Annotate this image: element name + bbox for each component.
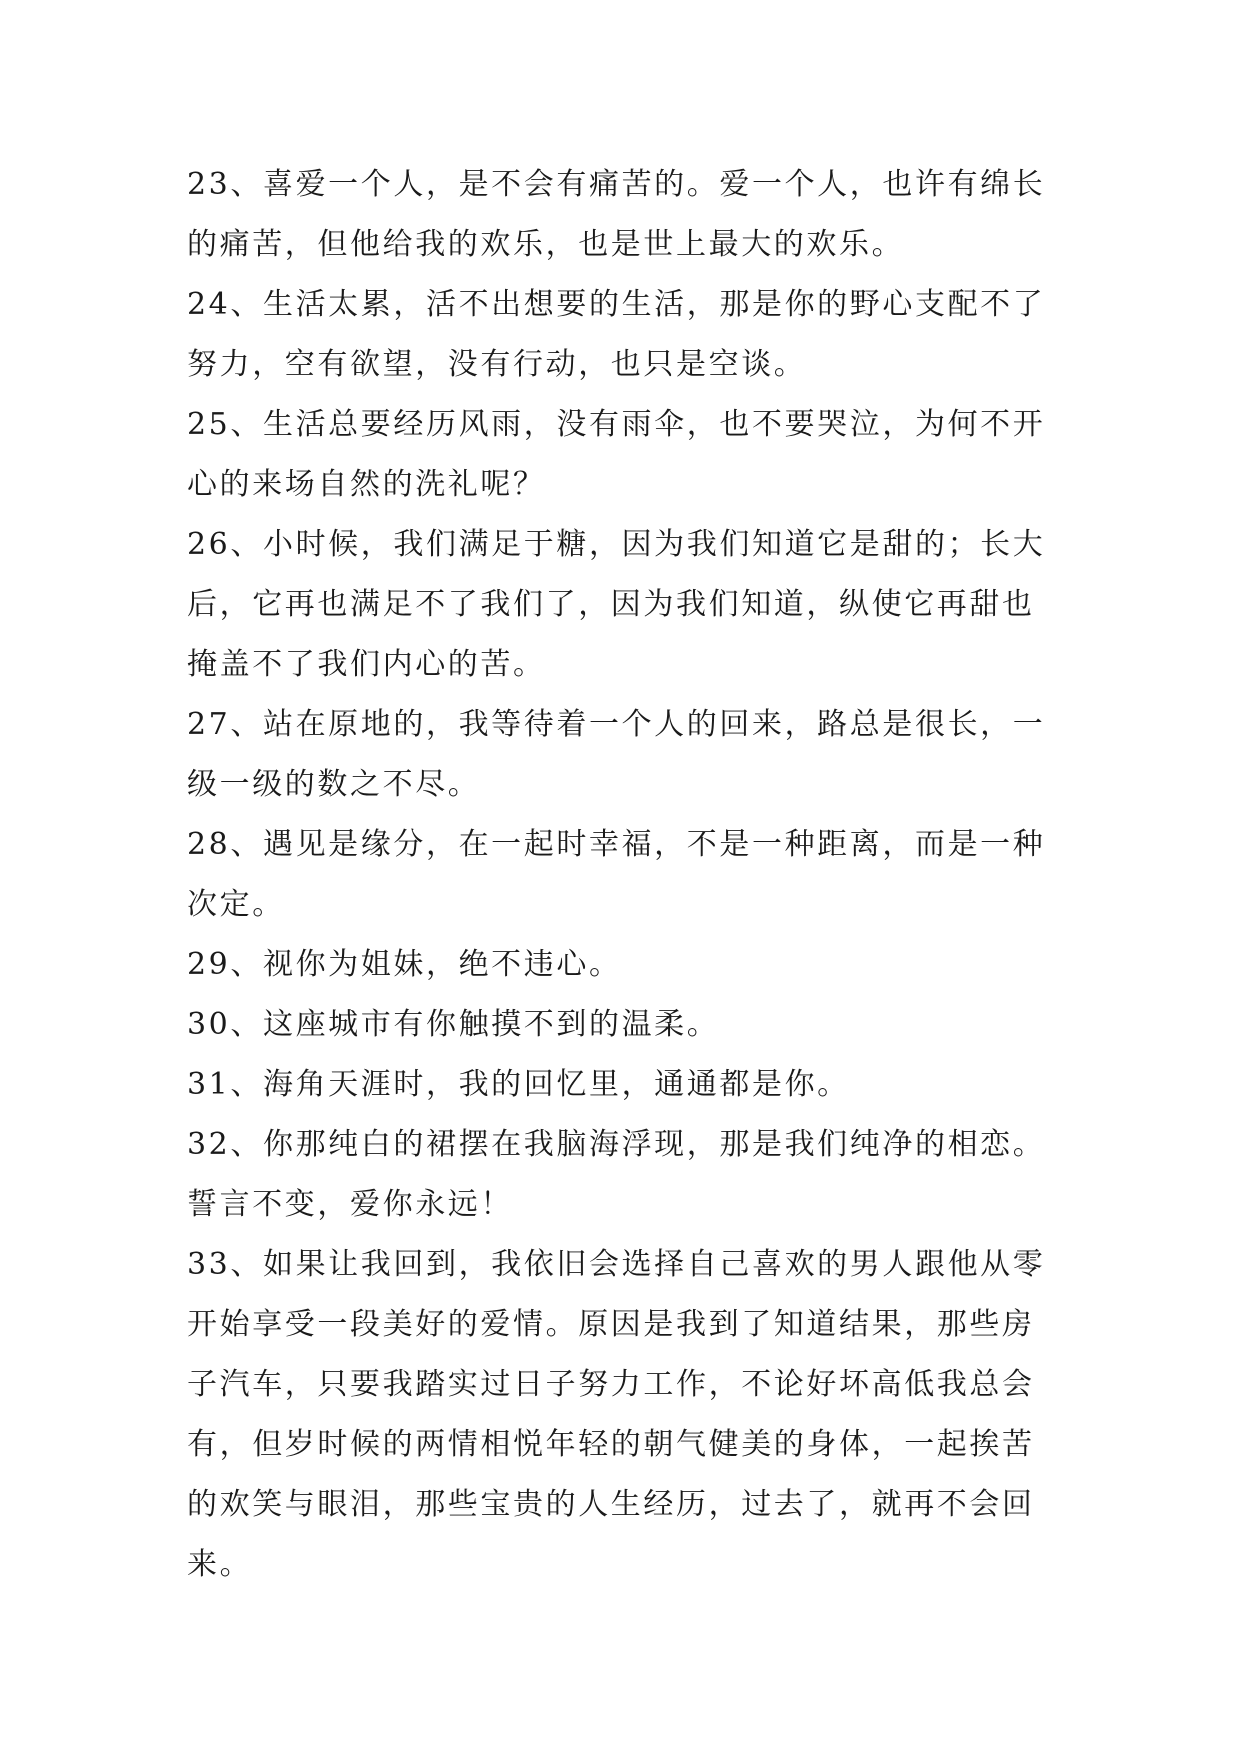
- paragraph-32: [187, 1115, 1067, 1235]
- paragraph-30: [187, 995, 1067, 1055]
- text-line: 33、如果让我回到，我依旧会选择自己喜欢的男人跟他从零: [187, 1247, 1046, 1282]
- text-line: 级一级的数之不尽。: [187, 767, 481, 802]
- text-line: 心的来场自然的洗礼呢？: [187, 467, 546, 502]
- text-line: 31、海角天涯时，我的回忆里，通通都是你。: [187, 1067, 850, 1102]
- text-line: 的欢笑与眼泪，那些宝贵的人生经历，过去了，就再不会回: [187, 1487, 1035, 1522]
- paragraph-29: [187, 935, 1067, 995]
- text-line: 子汽车，只要我踏实过日子努力工作，不论好坏高低我总会: [187, 1367, 1035, 1402]
- text-line: 的痛苦，但他给我的欢乐，也是世上最大的欢乐。: [187, 227, 905, 262]
- text-line: 誓言不变，爱你永远！: [187, 1187, 513, 1222]
- text-line: 掩盖不了我们内心的苦。: [187, 647, 546, 682]
- paragraph-33: [187, 1235, 1067, 1595]
- text-line: 24、生活太累，活不出想要的生活，那是你的野心支配不了: [187, 287, 1046, 322]
- text-line: 23、喜爱一个人，是不会有痛苦的。爱一个人，也许有绵长: [187, 167, 1046, 202]
- text-line: 次定。: [187, 887, 285, 922]
- text-line: 27、站在原地的，我等待着一个人的回来，路总是很长，一: [187, 707, 1046, 742]
- paragraph-27: [187, 695, 1067, 815]
- text-line: 26、小时候，我们满足于糖，因为我们知道它是甜的；长大: [187, 527, 1046, 562]
- text-line: 后，它再也满足不了我们了，因为我们知道，纵使它再甜也: [187, 587, 1035, 622]
- text-line: 25、生活总要经历风雨，没有雨伞，也不要哭泣，为何不开: [187, 407, 1046, 442]
- document-body: [187, 155, 1067, 1595]
- text-line: 30、这座城市有你触摸不到的温柔。: [187, 1007, 720, 1042]
- paragraph-28: [187, 815, 1067, 935]
- text-line: 有，但岁时候的两情相悦年轻的朝气健美的身体，一起挨苦: [187, 1427, 1035, 1462]
- paragraph-26: [187, 515, 1067, 695]
- text-line: 努力，空有欲望，没有行动，也只是空谈。: [187, 347, 807, 382]
- paragraph-23: [187, 155, 1067, 275]
- text-line: 开始享受一段美好的爱情。原因是我到了知道结果，那些房: [187, 1307, 1035, 1342]
- text-line: 32、你那纯白的裙摆在我脑海浮现，那是我们纯净的相恋。: [187, 1127, 1046, 1162]
- text-line: 29、视你为姐妹，绝不违心。: [187, 947, 622, 982]
- paragraph-31: [187, 1055, 1067, 1115]
- text-line: 来。: [187, 1547, 253, 1582]
- text-line: 28、遇见是缘分，在一起时幸福，不是一种距离，而是一种: [187, 827, 1046, 862]
- paragraph-24: [187, 275, 1067, 395]
- paragraph-25: [187, 395, 1067, 515]
